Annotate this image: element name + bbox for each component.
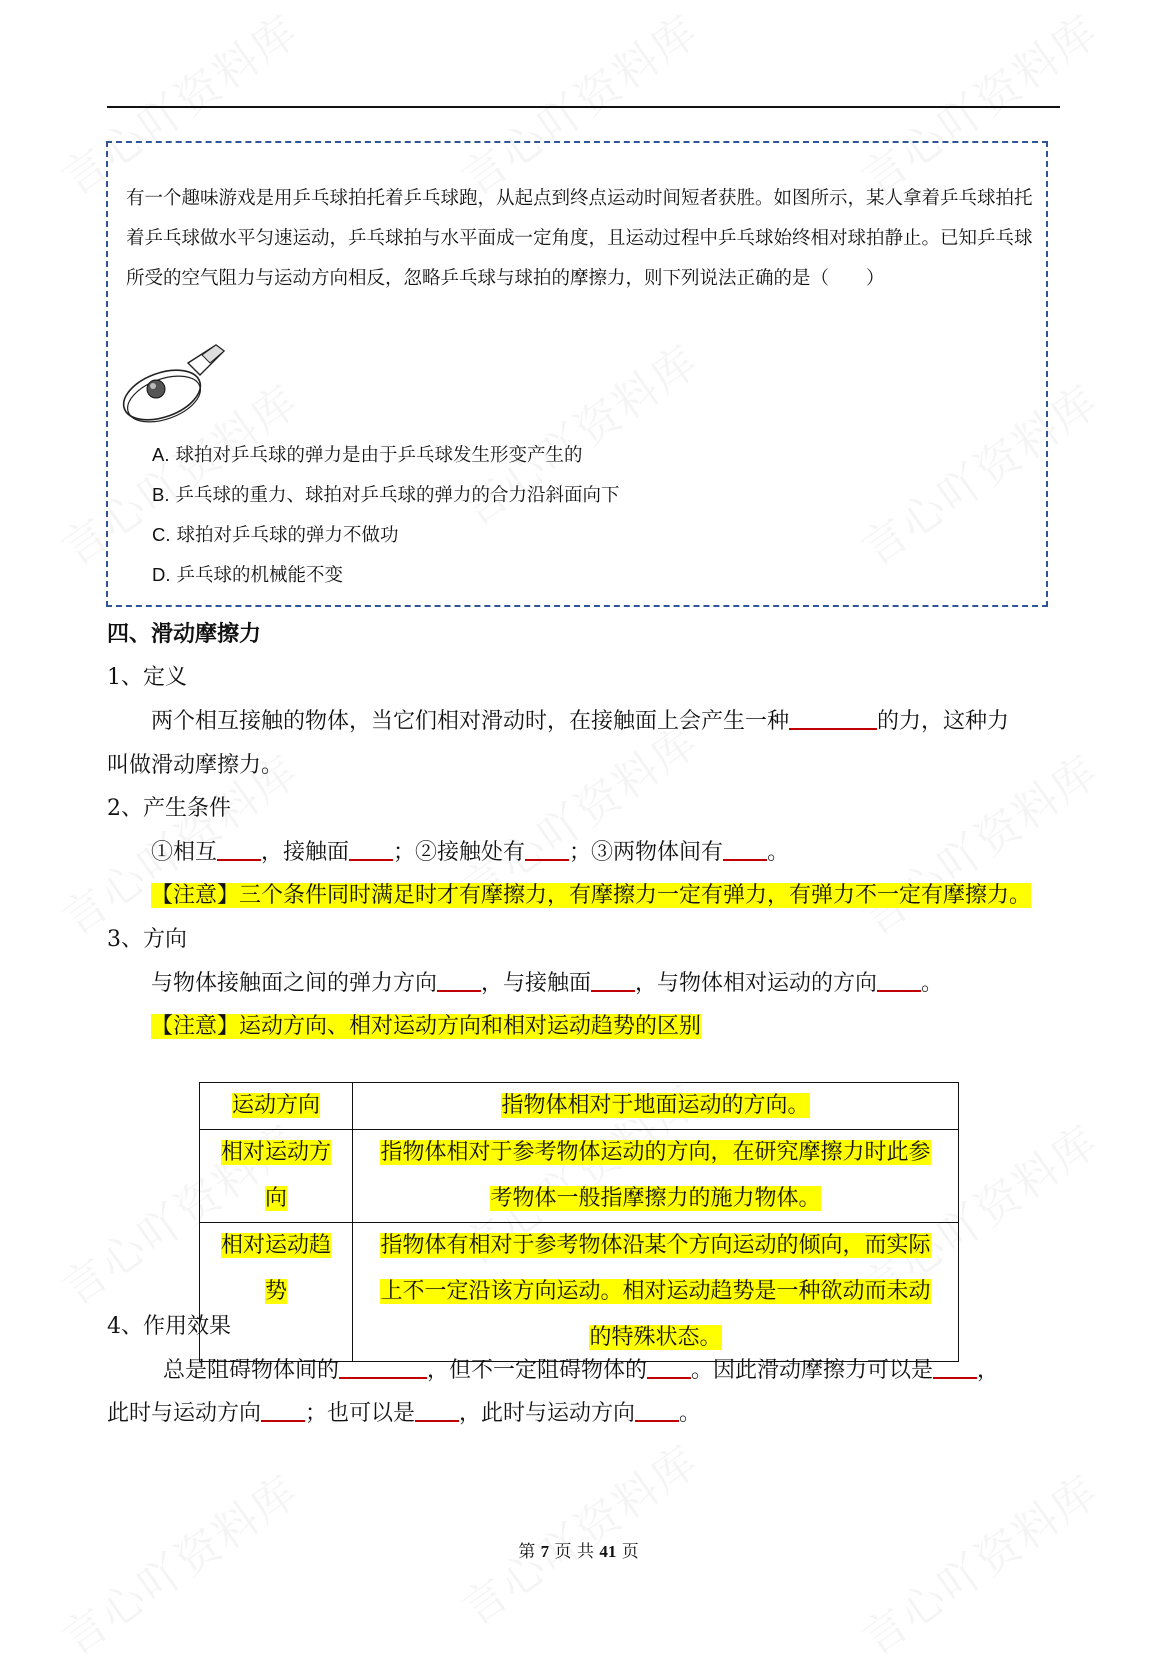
conditions-line: ①相互 ，接触面 ；②接触处有 ；③两物体间有 。 — [151, 837, 789, 869]
blank[interactable] — [877, 968, 921, 992]
table-row — [200, 1130, 959, 1223]
option-d[interactable]: D. 乒乓球的机械能不变 — [152, 564, 344, 586]
heading-conditions: 2、产生条件 — [107, 796, 231, 821]
effect-line-1: 总是阻碍物体间的 ，但不一定阻碍物体的 。因此滑动摩擦力可以是 ， — [163, 1355, 999, 1387]
table-term-cell: 相对运动趋 势 — [200, 1223, 353, 1362]
blank[interactable] — [217, 837, 261, 861]
blank[interactable] — [723, 837, 767, 861]
heading-direction: 3、方向 — [107, 927, 187, 952]
option-c[interactable]: C. 球拍对乒乓球的弹力不做功 — [152, 524, 399, 546]
table-term-cell: 相对运动方 向 — [200, 1130, 353, 1223]
blank[interactable] — [437, 968, 481, 992]
table-desc-cell: 指物体相对于地面运动的方向。 — [353, 1083, 959, 1130]
direction-line: 与物体接触面之间的弹力方向 ，与接触面 ，与物体相对运动的方向 。 — [151, 968, 943, 1000]
total-pages: 41 — [599, 1542, 617, 1561]
page-footer: 第 7 页 共 41 页 — [518, 1542, 639, 1562]
header-rule — [107, 106, 1060, 108]
blank[interactable] — [933, 1355, 977, 1379]
section-title: 四、滑动摩擦力 — [107, 621, 262, 647]
option-b[interactable]: B. 乒乓球的重力、球拍对乒乓球的弹力的合力沿斜面向下 — [152, 484, 620, 506]
table-row — [200, 1083, 959, 1130]
blank[interactable] — [635, 1398, 679, 1422]
blank[interactable] — [525, 837, 569, 861]
question-stem: 有一个趣味游戏是用乒乓球拍托着乒乓球跑，从起点到终点运动时间短者获胜。如图所示，某人拿着乒乓球拍托着乒乓球做水平匀速运动，乒乓球拍与水平面成一定角度，且运动过程中乒乓球始终相对球拍静止。已知乒乓球所受的空气阻力与运动方向相反，忽略乒乓球与球拍的摩擦力，则下列说法正确的是（ ） — [126, 188, 1033, 289]
definition-line-2: 叫做滑动摩擦力。 — [107, 753, 284, 778]
page-number: 7 — [540, 1542, 550, 1561]
blank[interactable] — [261, 1398, 305, 1422]
option-a[interactable]: A. 球拍对乒乓球的弹力是由于乒乓球发生形变产生的 — [152, 444, 583, 466]
table-desc-cell: 指物体有相对于参考物体沿某个方向运动的倾向，而实际 上不一定沿该方向运动。相对运动趋势是一种欲动而未动 的特殊状态。 — [353, 1223, 959, 1362]
blank[interactable] — [349, 837, 393, 861]
direction-note: 【注意】运动方向、相对运动方向和相对运动趋势的区别 — [151, 1014, 702, 1039]
blank[interactable] — [415, 1398, 459, 1422]
blank[interactable] — [591, 968, 635, 992]
options-list — [152, 435, 620, 595]
watermark — [847, 737, 1110, 948]
heading-definition: 1、定义 — [107, 665, 187, 690]
effect-line-2: 此时与运动方向 ；也可以是 ，此时与运动方向 。 — [107, 1398, 701, 1430]
table-term-cell: 运动方向 — [200, 1083, 353, 1130]
blank[interactable] — [339, 1355, 427, 1379]
table-row — [200, 1223, 959, 1362]
heading-effect: 4、作用效果 — [107, 1314, 231, 1339]
conditions-note: 【注意】三个条件同时满足时才有摩擦力，有摩擦力一定有弹力，有弹力不一定有摩擦力。 — [151, 883, 1032, 908]
direction-comparison-table — [199, 1082, 959, 1362]
table-desc-cell: 指物体相对于参考物体运动的方向，在研究摩擦力时此参 考物体一般指摩擦力的施力物体。 — [353, 1130, 959, 1223]
question-box — [106, 141, 1048, 607]
blank[interactable] — [789, 706, 877, 730]
definition-line-1: 两个相互接触的物体，当它们相对滑动时，在接触面上会产生一种 的力，这种力 — [151, 706, 1009, 738]
watermark — [447, 1427, 710, 1638]
ping-pong-paddle-figure — [120, 337, 230, 427]
blank[interactable] — [647, 1355, 691, 1379]
